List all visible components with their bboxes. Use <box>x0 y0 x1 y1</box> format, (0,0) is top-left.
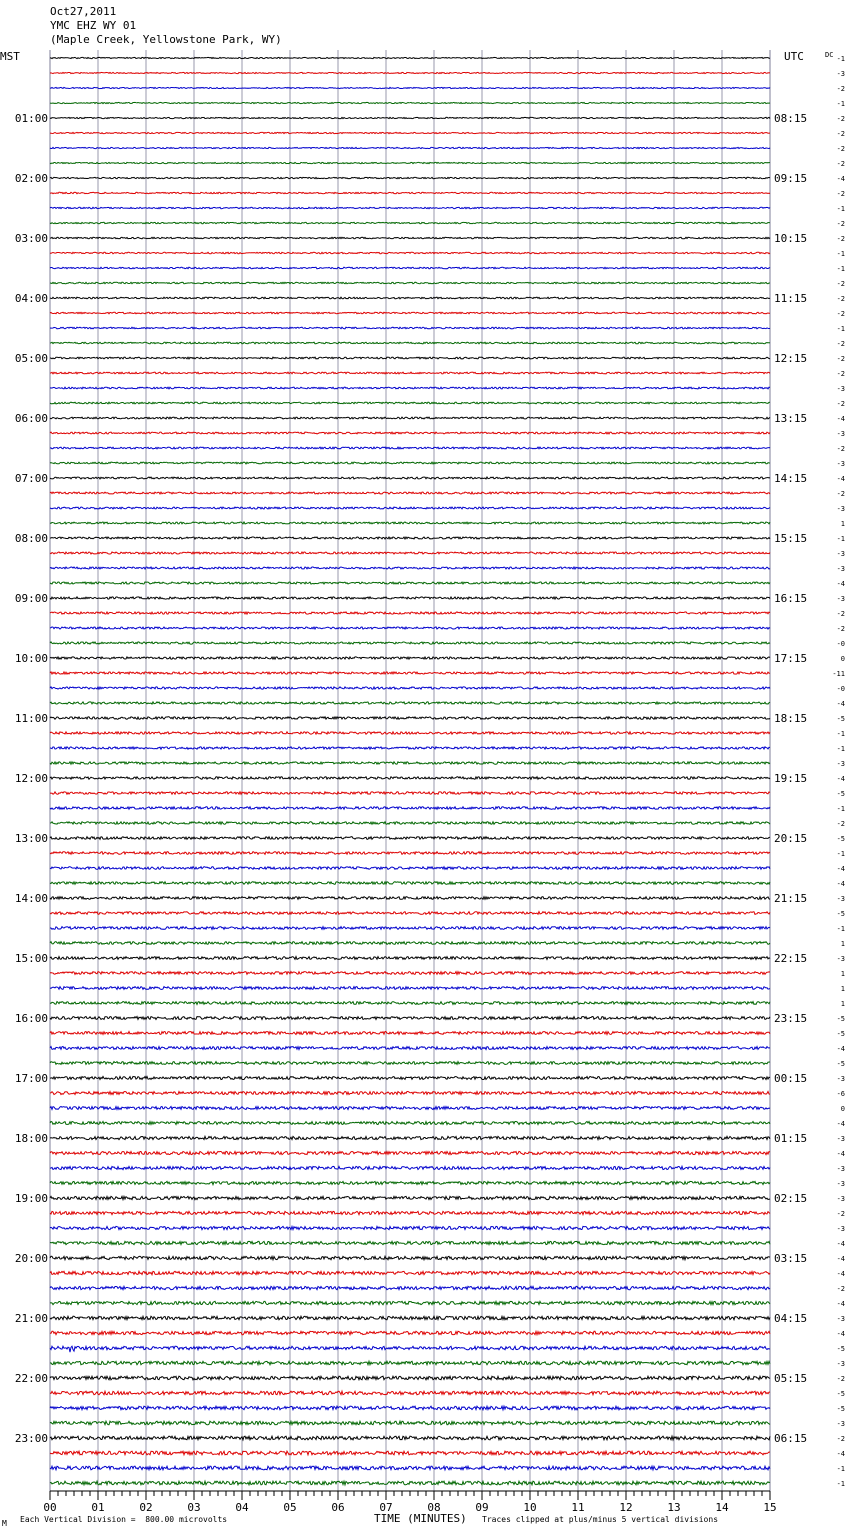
dc-offset-label: 1 <box>840 985 845 993</box>
x-tick-label: 03 <box>187 1501 201 1514</box>
seismic-trace <box>50 462 770 464</box>
x-tick-label: 05 <box>283 1501 297 1514</box>
dc-offset-label: -1 <box>836 325 845 333</box>
dc-offset-label: -1 <box>836 730 845 738</box>
dc-offset-label: -4 <box>836 1300 845 1308</box>
mst-hour-label: 12:00 <box>14 772 48 785</box>
seismic-trace <box>50 1391 770 1395</box>
dc-offset-label: -5 <box>836 1345 845 1353</box>
seismic-trace <box>50 657 770 659</box>
seismic-trace <box>50 222 770 223</box>
utc-hour-label: 19:15 <box>774 772 808 785</box>
dc-offset-label: -0 <box>836 685 845 693</box>
seismic-trace <box>50 1107 770 1110</box>
dc-offset-label: -2 <box>836 190 845 198</box>
dc-offset-label: -4 <box>836 580 845 588</box>
seismic-trace <box>50 267 770 269</box>
dc-offset-label: -6 <box>836 1090 845 1098</box>
seismic-trace <box>50 1017 770 1020</box>
left-timezone-label: MST <box>0 50 20 63</box>
dc-offset-label: -3 <box>836 550 845 558</box>
mst-hour-label: 16:00 <box>14 1012 48 1025</box>
seismic-trace <box>50 1136 770 1139</box>
seismic-trace <box>50 1466 770 1470</box>
seismic-trace <box>50 867 770 870</box>
dc-offset-label: -4 <box>836 880 845 888</box>
seismic-traces <box>50 57 770 1484</box>
seismic-trace <box>50 777 770 779</box>
dc-offset-label: -2 <box>836 160 845 168</box>
seismic-trace <box>50 1062 770 1065</box>
seismic-trace <box>50 882 770 885</box>
dc-offset-label: -3 <box>836 1180 845 1188</box>
seismic-trace <box>50 717 770 719</box>
dc-offset-label: -5 <box>836 910 845 918</box>
seismic-trace <box>50 972 770 975</box>
dc-offset-label: -2 <box>836 370 845 378</box>
dc-offset-label: -1 <box>836 850 845 858</box>
seismic-trace <box>50 132 770 133</box>
utc-hour-label: 09:15 <box>774 172 808 185</box>
dc-offset-label: -2 <box>836 1210 845 1218</box>
seismic-trace <box>50 387 770 389</box>
dc-offset-label: -4 <box>836 1255 845 1263</box>
dc-offset-label: -4 <box>836 1120 845 1128</box>
utc-hour-label: 10:15 <box>774 232 808 245</box>
seismic-trace <box>50 1406 770 1410</box>
utc-hour-label: 02:15 <box>774 1192 808 1205</box>
mst-hour-label: 19:00 <box>14 1192 48 1205</box>
dc-offset-label: -4 <box>836 1270 845 1278</box>
dc-offset-label: -5 <box>836 1015 845 1023</box>
dc-offset-label: -4 <box>836 1150 845 1158</box>
seismic-trace <box>50 732 770 734</box>
seismic-trace <box>50 1346 770 1352</box>
mst-hour-label: 15:00 <box>14 952 48 965</box>
mst-hour-label: 23:00 <box>14 1432 48 1445</box>
seismic-trace <box>50 792 770 794</box>
utc-hour-label: 13:15 <box>774 412 808 425</box>
dc-offset-label: -3 <box>836 1135 845 1143</box>
x-tick-label: 11 <box>571 1501 585 1514</box>
dc-offset-label: 1 <box>840 970 845 978</box>
dc-offset-label: -2 <box>836 1285 845 1293</box>
x-axis-title: TIME (MINUTES) <box>374 1512 467 1525</box>
seismic-trace <box>50 1211 770 1214</box>
utc-hour-label: 01:15 <box>774 1132 808 1145</box>
dc-offset-label: -4 <box>836 415 845 423</box>
dc-offset-label: -5 <box>836 1390 845 1398</box>
mst-hour-label: 14:00 <box>14 892 48 905</box>
utc-hour-label: 08:15 <box>774 112 808 125</box>
dc-offset-label: -2 <box>836 490 845 498</box>
dc-offset-label: -2 <box>836 115 845 123</box>
dc-offset-label: -5 <box>836 790 845 798</box>
mst-hour-label: 22:00 <box>14 1372 48 1385</box>
dc-offset-label: -3 <box>836 895 845 903</box>
utc-hour-label: 18:15 <box>774 712 808 725</box>
x-tick-label: 02 <box>139 1501 153 1514</box>
dc-offset-label: -4 <box>836 1330 845 1338</box>
seismic-trace <box>50 1286 770 1289</box>
dc-offset-label: -3 <box>836 1075 845 1083</box>
dc-offset-label: 0 <box>840 655 845 663</box>
seismic-trace <box>50 72 770 73</box>
seismic-trace <box>50 702 770 704</box>
seismic-trace <box>50 942 770 945</box>
right-timezone-label: UTC <box>784 50 804 63</box>
clip-note: Traces clipped at plus/minus 5 vertical divisions <box>482 1515 719 1524</box>
seismic-trace <box>50 492 770 494</box>
dc-offset-label: -2 <box>836 235 845 243</box>
seismic-trace <box>50 402 770 404</box>
seismic-trace <box>50 117 770 118</box>
station-location: (Maple Creek, Yellowstone Park, WY) <box>50 33 282 46</box>
seismic-trace <box>50 1122 770 1125</box>
utc-hour-label: 00:15 <box>774 1072 808 1085</box>
utc-hour-label: 03:15 <box>774 1252 808 1265</box>
seismic-trace <box>50 417 770 419</box>
dc-offset-label: -2 <box>836 85 845 93</box>
seismic-trace <box>50 237 770 239</box>
dc-offset-label: -2 <box>836 340 845 348</box>
dc-header-label: DC <box>825 51 834 59</box>
x-tick-label: 15 <box>763 1501 777 1514</box>
seismic-trace <box>50 372 770 374</box>
x-tick-label: 01 <box>91 1501 105 1514</box>
seismic-trace <box>50 507 770 509</box>
dc-offset-label: -3 <box>836 595 845 603</box>
seismic-trace <box>50 1301 770 1304</box>
mst-hour-label: 03:00 <box>14 232 48 245</box>
dc-offset-label: -1 <box>836 55 845 63</box>
x-tick-label: 06 <box>331 1501 345 1514</box>
dc-offset-label: -2 <box>836 355 845 363</box>
mst-hour-label: 09:00 <box>14 592 48 605</box>
seismic-trace <box>50 807 770 809</box>
dc-offset-label: -1 <box>836 1465 845 1473</box>
dc-offset-label: -4 <box>836 865 845 873</box>
dc-offset-label: -4 <box>836 1450 845 1458</box>
seismic-trace <box>50 1181 770 1184</box>
dc-offset-label: -3 <box>836 430 845 438</box>
seismic-trace <box>50 1092 770 1095</box>
mst-hour-label: 05:00 <box>14 352 48 365</box>
seismic-trace <box>50 1151 770 1154</box>
dc-offset-label: -3 <box>836 460 845 468</box>
seismic-trace <box>50 477 770 479</box>
dc-offset-label: -1 <box>836 265 845 273</box>
seismic-trace <box>50 297 770 299</box>
seismic-trace <box>50 822 770 824</box>
seismic-trace <box>50 837 770 840</box>
seismic-trace <box>50 582 770 584</box>
dc-offset-label: -2 <box>836 295 845 303</box>
seismic-trace <box>50 1226 770 1229</box>
x-axis <box>43 1491 776 1514</box>
seismic-trace <box>50 147 770 148</box>
seismic-trace <box>50 1256 770 1259</box>
station-id: YMC EHZ WY 01 <box>50 19 137 32</box>
dc-offset-label: -1 <box>836 535 845 543</box>
seismic-trace <box>50 252 770 254</box>
dc-offset-label: -3 <box>836 505 845 513</box>
x-tick-label: 07 <box>379 1501 393 1514</box>
seismic-trace <box>50 102 770 103</box>
seismic-trace <box>50 1271 770 1274</box>
seismic-trace <box>50 957 770 960</box>
dc-offset-label: -5 <box>836 1405 845 1413</box>
seismic-trace <box>50 1421 770 1425</box>
dc-offset-label: -1 <box>836 1480 845 1488</box>
seismic-trace <box>50 162 770 163</box>
dc-offset-label: -2 <box>836 1375 845 1383</box>
dc-offset-label: -4 <box>836 1240 845 1248</box>
dc-offset-label: -3 <box>836 385 845 393</box>
scale-note: Each Vertical Division = 800.00 microvolts <box>20 1515 228 1524</box>
seismic-trace <box>50 852 770 855</box>
dc-offset-label: -5 <box>836 1030 845 1038</box>
dc-offset-label: -0 <box>836 640 845 648</box>
dc-offset-label: 1 <box>840 940 845 948</box>
utc-hour-label: 15:15 <box>774 532 808 545</box>
dc-offset-label: -1 <box>836 205 845 213</box>
mst-hour-label: 04:00 <box>14 292 48 305</box>
seismic-trace <box>50 312 770 314</box>
mst-hour-label: 06:00 <box>14 412 48 425</box>
mst-hour-label: 07:00 <box>14 472 48 485</box>
dc-offset-label: -2 <box>836 820 845 828</box>
seismic-trace <box>50 342 770 344</box>
dc-offset-label: -2 <box>836 610 845 618</box>
seismic-trace <box>50 912 770 915</box>
dc-offset-label: -4 <box>836 1045 845 1053</box>
seismic-trace <box>50 87 770 88</box>
seismic-trace <box>50 687 770 689</box>
seismic-trace <box>50 207 770 208</box>
seismic-trace <box>50 282 770 284</box>
dc-offset-label: 1 <box>840 520 845 528</box>
seismic-trace <box>50 1436 770 1440</box>
utc-hour-label: 05:15 <box>774 1372 808 1385</box>
seismic-trace <box>50 522 770 524</box>
mst-hour-label: 18:00 <box>14 1132 48 1145</box>
dc-offset-label: -4 <box>836 175 845 183</box>
corner-mark: M <box>2 1519 7 1528</box>
seismic-trace <box>50 987 770 990</box>
utc-hour-label: 17:15 <box>774 652 808 665</box>
utc-hour-label: 23:15 <box>774 1012 808 1025</box>
dc-offset-label: -3 <box>836 1165 845 1173</box>
seismic-trace <box>50 177 770 178</box>
utc-hour-label: 04:15 <box>774 1312 808 1325</box>
seismic-trace <box>50 432 770 434</box>
dc-offset-label: -4 <box>836 700 845 708</box>
dc-offset-label: -2 <box>836 1435 845 1443</box>
dc-offset-label: -2 <box>836 445 845 453</box>
mst-hour-label: 02:00 <box>14 172 48 185</box>
seismic-trace <box>50 1316 770 1319</box>
dc-offset-label: -3 <box>836 955 845 963</box>
dc-offset-label: -1 <box>836 100 845 108</box>
mst-hour-label: 21:00 <box>14 1312 48 1325</box>
x-tick-label: 09 <box>475 1501 489 1514</box>
dc-offset-label: -3 <box>836 1225 845 1233</box>
dc-offset-label: -4 <box>836 775 845 783</box>
seismic-trace <box>50 567 770 569</box>
dc-offset-label: -1 <box>836 925 845 933</box>
mst-hour-label: 10:00 <box>14 652 48 665</box>
seismic-trace <box>50 537 770 539</box>
dc-offset-label: -3 <box>836 1195 845 1203</box>
seismic-trace <box>50 672 770 674</box>
utc-hour-label: 20:15 <box>774 832 808 845</box>
seismic-trace <box>50 747 770 749</box>
seismic-trace <box>50 1002 770 1005</box>
seismic-trace <box>50 762 770 764</box>
dc-offset-label: -2 <box>836 310 845 318</box>
x-tick-label: 04 <box>235 1501 249 1514</box>
dc-offset-label: -5 <box>836 835 845 843</box>
dc-offset-label: -2 <box>836 400 845 408</box>
utc-hour-label: 14:15 <box>774 472 808 485</box>
dc-offset-label: -1 <box>836 745 845 753</box>
utc-hour-label: 16:15 <box>774 592 808 605</box>
dc-offset-labels <box>832 55 845 1488</box>
dc-offset-label: -3 <box>836 1420 845 1428</box>
seismic-trace <box>50 1331 770 1334</box>
dc-offset-label: -2 <box>836 625 845 633</box>
record-date: Oct27,2011 <box>50 5 117 18</box>
mst-hour-label: 08:00 <box>14 532 48 545</box>
dc-offset-label: -4 <box>836 475 845 483</box>
x-tick-label: 00 <box>43 1501 57 1514</box>
mst-hour-label: 11:00 <box>14 712 48 725</box>
utc-hour-label: 11:15 <box>774 292 808 305</box>
mst-hour-label: 20:00 <box>14 1252 48 1265</box>
dc-offset-label: -5 <box>836 1060 845 1068</box>
dc-offset-label: -3 <box>836 1315 845 1323</box>
dc-offset-label: -2 <box>836 220 845 228</box>
seismic-trace <box>50 1196 770 1199</box>
dc-offset-label: -1 <box>836 805 845 813</box>
dc-offset-label: -2 <box>836 145 845 153</box>
mst-hour-label: 17:00 <box>14 1072 48 1085</box>
seismic-trace <box>50 1451 770 1455</box>
seismic-trace <box>50 552 770 554</box>
x-tick-label: 14 <box>715 1501 729 1514</box>
utc-hour-label: 22:15 <box>774 952 808 965</box>
seismic-trace <box>50 927 770 930</box>
mst-hour-label: 01:00 <box>14 112 48 125</box>
utc-hour-label: 12:15 <box>774 352 808 365</box>
dc-offset-label: -5 <box>836 715 845 723</box>
utc-hour-label: 21:15 <box>774 892 808 905</box>
seismic-trace <box>50 1241 770 1244</box>
mst-hour-label: 13:00 <box>14 832 48 845</box>
dc-offset-label: -3 <box>836 760 845 768</box>
dc-offset-label: -2 <box>836 130 845 138</box>
seismic-trace <box>50 1047 770 1050</box>
seismic-trace <box>50 447 770 449</box>
dc-offset-label: 1 <box>840 1000 845 1008</box>
seismic-trace <box>50 897 770 900</box>
utc-hour-label: 06:15 <box>774 1432 808 1445</box>
x-tick-label: 10 <box>523 1501 537 1514</box>
dc-offset-label: 0 <box>840 1105 845 1113</box>
dc-offset-label: -11 <box>832 670 845 678</box>
seismic-trace <box>50 612 770 614</box>
seismic-trace <box>50 642 770 644</box>
seismic-trace <box>50 1481 770 1485</box>
dc-offset-label: -3 <box>836 565 845 573</box>
dc-offset-label: -1 <box>836 250 845 258</box>
seismic-trace <box>50 1376 770 1380</box>
seismic-trace <box>50 627 770 629</box>
seismic-trace <box>50 597 770 599</box>
seismic-trace <box>50 327 770 329</box>
dc-offset-label: -3 <box>836 1360 845 1368</box>
seismic-trace <box>50 1361 770 1364</box>
seismic-trace <box>50 192 770 193</box>
seismic-trace <box>50 57 770 58</box>
dc-offset-label: -3 <box>836 70 845 78</box>
seismic-trace <box>50 1077 770 1080</box>
seismic-trace <box>50 1032 770 1035</box>
x-tick-label: 08 <box>427 1501 441 1514</box>
x-tick-label: 12 <box>619 1501 633 1514</box>
x-tick-label: 13 <box>667 1501 681 1514</box>
seismic-trace <box>50 357 770 359</box>
seismic-trace <box>50 1166 770 1169</box>
dc-offset-label: -2 <box>836 280 845 288</box>
